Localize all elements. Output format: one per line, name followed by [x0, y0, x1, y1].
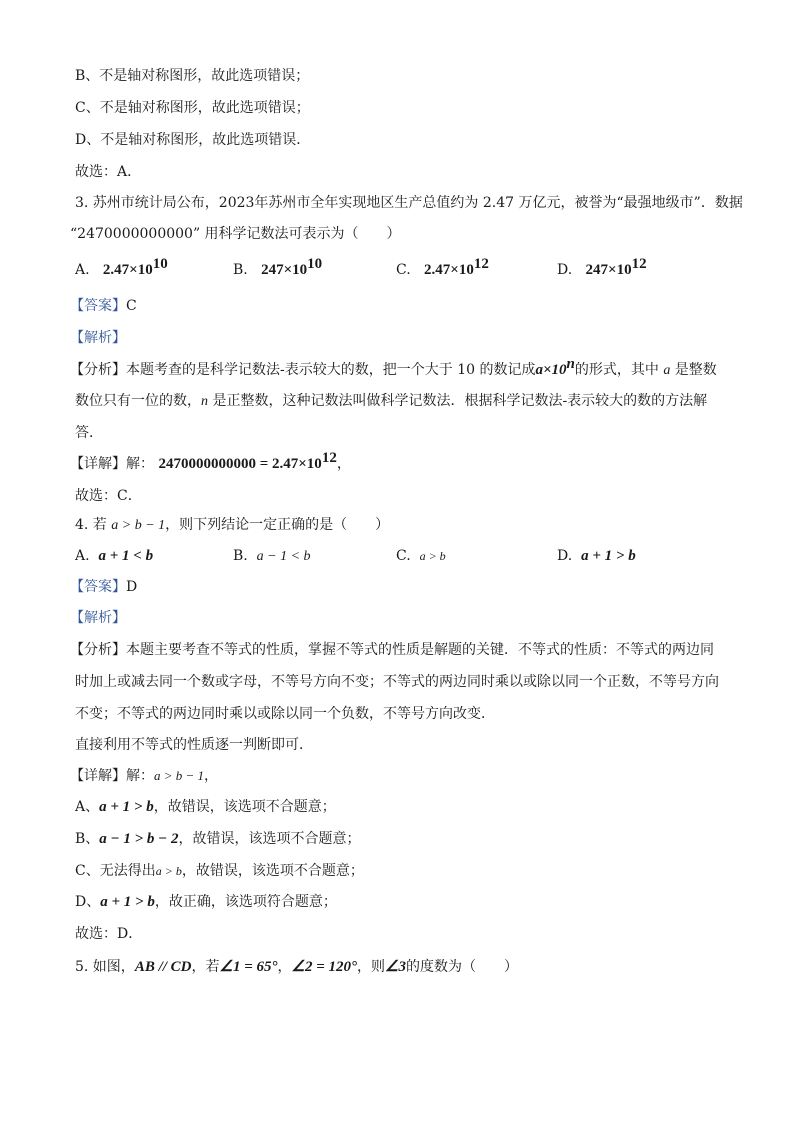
option-expression: a + 1 > b — [581, 548, 636, 564]
option-expression: a > b — [419, 549, 446, 563]
q2-option-b-explanation: B、不是轴对称图形，故此选项错误； — [75, 68, 310, 84]
row-suffix: ，故错误，该选项不合题意； — [181, 863, 364, 879]
row-prefix: B、 — [75, 831, 100, 847]
option-mantissa: 247 — [585, 262, 609, 278]
row-prefix: D、 — [75, 894, 101, 910]
answer-tag: 【答案】 — [70, 298, 126, 314]
q4-option-d — [557, 545, 636, 567]
option-mantissa: 2.47 — [102, 262, 130, 278]
option-times: ×10 — [608, 262, 632, 278]
q4-detail-row-d — [75, 892, 337, 912]
q3-option-b — [233, 256, 323, 281]
option-letter: A. — [75, 262, 90, 278]
fenxi-text: 本题主要考查不等式的性质，掌握不等式的性质是解题的关键．不等式的性质：不等式的两边同 — [126, 642, 714, 658]
q4-detail-row-b — [75, 829, 361, 849]
fenxi-variable: a — [663, 363, 671, 378]
stem-text: 5. 如图， — [75, 959, 135, 975]
answer-tag: 【答案】 — [70, 579, 126, 595]
detail-text: 解： — [126, 456, 154, 472]
fenxi-formula-exponent: n — [566, 356, 575, 372]
option-expression: a − 1 < b — [256, 549, 311, 564]
q3-option-a — [75, 256, 168, 281]
q5-stem — [75, 957, 518, 977]
q4-detail-row-c — [75, 861, 364, 881]
option-letter: D. — [557, 262, 573, 278]
q4-stem — [75, 515, 389, 536]
row-suffix: ，故错误，该选项不合题意； — [178, 831, 361, 847]
q3-stem-line-1: 3. 苏州市统计局公布，2023年苏州市全年实现地区生产总值约为 2.47 万亿元，被誉为“最强地级市”．数据 — [75, 195, 743, 211]
option-letter: B. — [233, 262, 248, 278]
row-prefix: A、 — [75, 799, 100, 815]
stem-text: 4. 若 — [75, 517, 107, 533]
q4-fenxi-line-4: 直接利用不等式的性质逐一判断即可． — [75, 737, 313, 753]
row-expression: a > b — [155, 864, 182, 878]
detail-text: 解： — [126, 768, 154, 784]
q4-answer — [70, 577, 137, 597]
option-letter: C. — [396, 548, 411, 564]
detail-formula: 2470000000000 = 2.47×10 — [158, 456, 322, 472]
q4-option-b — [233, 545, 311, 568]
q4-analysis-tag: 【解析】 — [70, 610, 126, 626]
stem-formula: a > b − 1 — [111, 518, 166, 533]
row-prefix: C、无法得出 — [75, 863, 156, 879]
detail-formula: a > b − 1 — [154, 768, 205, 783]
q4-option-a — [75, 545, 153, 567]
stem-text: ， — [277, 959, 292, 975]
option-exponent: 10 — [307, 256, 323, 272]
stem-formula: AB // CD — [134, 959, 192, 975]
q3-fenxi-line-3: 答． — [75, 425, 103, 441]
stem-formula: ∠2 = 120° — [291, 959, 357, 975]
q3-option-d — [557, 256, 647, 281]
row-suffix: ，故错误，该选项不合题意； — [153, 799, 336, 815]
q3-final-choice: 故选：C． — [75, 488, 142, 504]
stem-text: ，若 — [191, 959, 220, 975]
option-times: ×10 — [450, 262, 474, 278]
option-letter: D. — [557, 548, 573, 564]
option-exponent: 10 — [152, 256, 168, 272]
q4-detail — [70, 766, 218, 786]
detail-tag: 【详解】 — [70, 768, 126, 784]
option-expression: a + 1 < b — [98, 548, 154, 564]
fenxi-formula: a×10 — [535, 362, 567, 378]
q3-answer — [70, 296, 137, 316]
detail-formula-exponent: 12 — [321, 450, 337, 466]
option-exponent: 12 — [631, 256, 647, 272]
option-mantissa: 2.47 — [424, 262, 451, 278]
q3-detail — [70, 450, 351, 474]
fenxi-variable: n — [201, 394, 208, 409]
detail-text: ， — [336, 456, 351, 472]
q4-final-choice: 故选：D． — [75, 926, 143, 942]
q2-final-choice: 故选：A． — [75, 164, 142, 180]
q4-detail-row-a — [75, 797, 336, 817]
q3-option-c — [396, 256, 489, 281]
fenxi-text: 的数记成 — [479, 362, 536, 378]
stem-text: ，则下列结论一定正确的是（ ） — [165, 517, 390, 533]
row-expression: a + 1 > b — [99, 799, 154, 815]
q4-fenxi-line-2: 时加上或减去同一个数或字母，不等号方向不变；不等式的两边同时乘以或除以同一个正数，不等号方向 — [75, 674, 719, 690]
option-exponent: 12 — [473, 256, 489, 272]
q2-option-c-explanation: C、不是轴对称图形，故此选项错误； — [75, 100, 310, 116]
row-expression: a + 1 > b — [100, 894, 155, 910]
fenxi-text: 是正整数，这种记数法叫做科学记数法．根据科学记数法-表示较大的数的方法解 — [212, 393, 708, 409]
answer-value: C — [126, 298, 137, 314]
row-expression: a − 1 > b − 2 — [99, 831, 179, 847]
fenxi-text: 的形式，其中 — [574, 362, 659, 378]
q3-stem-line-2: “2470000000000” 用科学记数法可表示为（ ） — [70, 226, 401, 242]
q3-fenxi-line-1 — [70, 356, 717, 381]
stem-text: 的度数为（ ） — [405, 959, 518, 975]
stem-formula: ∠1 = 65° — [219, 959, 278, 975]
stem-text: ，则 — [357, 959, 385, 975]
fenxi-text: 本题考查的是科学记数法-表示较大的数，把一个大于 — [126, 362, 453, 378]
option-times: ×10 — [129, 262, 153, 278]
q4-fenxi-line-1 — [70, 640, 714, 660]
option-letter: B. — [233, 548, 248, 564]
row-suffix: ，故正确，该选项符合题意； — [154, 894, 337, 910]
q3-fenxi-line-2 — [75, 391, 707, 412]
detail-text: ， — [204, 768, 219, 784]
q2-option-d-explanation: D、不是轴对称图形，故此选项错误． — [75, 132, 311, 148]
detail-tag: 【详解】 — [70, 456, 126, 472]
fenxi-number: 10 — [457, 362, 476, 378]
option-mantissa: 247 — [261, 262, 284, 278]
option-letter: A. — [75, 548, 90, 564]
option-times: ×10 — [283, 262, 308, 278]
fenxi-text: 是整数 — [674, 362, 717, 378]
fenxi-tag: 【分析】 — [70, 642, 126, 658]
q3-analysis-tag: 【解析】 — [70, 330, 126, 346]
option-letter: C. — [396, 262, 411, 278]
stem-formula: ∠3 — [385, 959, 406, 975]
fenxi-text: 数位只有一位的数， — [75, 393, 201, 409]
answer-value: D — [126, 579, 138, 595]
q4-option-c — [396, 545, 446, 567]
fenxi-tag: 【分析】 — [70, 362, 126, 378]
q4-fenxi-line-3: 不变；不等式的两边同时乘以或除以同一个负数，不等号方向改变． — [75, 706, 495, 722]
